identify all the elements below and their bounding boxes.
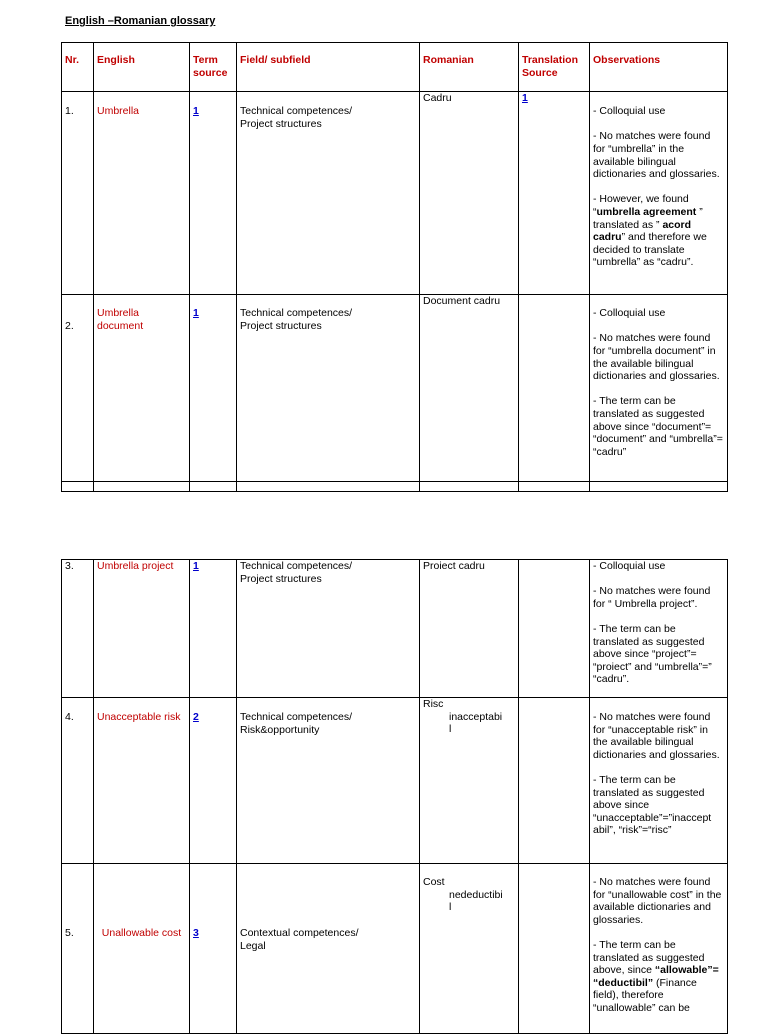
field-text: Technical competences/	[240, 307, 353, 320]
observations-cell	[590, 295, 728, 482]
table-header-row	[62, 43, 728, 92]
observation-text: - Colloquial use	[593, 105, 666, 118]
field-cell	[237, 698, 420, 864]
observation-text: - No matches were found for “ Umbrella project”.	[593, 585, 711, 610]
observation-text: - The term can be translated as suggested above since “document”= “document” and “umbrella”= “cadru”	[593, 395, 723, 458]
term-source-link[interactable]: 1	[193, 105, 199, 118]
header-romanian: Romanian	[420, 43, 519, 92]
term-source-link[interactable]: 3	[193, 927, 199, 939]
document-title: English –Romanian glossary	[65, 15, 216, 27]
glossary-table-2	[61, 559, 728, 1034]
header-translation-source: Translation Source	[519, 43, 590, 92]
observation-text: - The term can be translated as suggested above since “project”= “proiect” and “umbrella”=” “cadru”.	[593, 622, 712, 686]
english-term: Umbrella	[94, 92, 190, 295]
row-number: 2.	[62, 295, 94, 482]
observation-text: - Colloquial use	[593, 560, 666, 572]
table-row	[62, 698, 728, 864]
field-text: Technical competences/	[240, 711, 353, 723]
term-source-link[interactable]: 1	[193, 307, 199, 320]
row-number: 5.	[62, 864, 94, 1034]
english-term: Unacceptable risk	[94, 698, 190, 864]
subfield-text: Project structures	[240, 572, 322, 585]
term-source-cell	[190, 864, 237, 1034]
observation-text: - No matches were found for “unacceptable risk” in the available bilingual dictionaries and glossaries.	[593, 711, 720, 761]
term-source-link[interactable]: 1	[193, 560, 199, 572]
english-term: Unallowable cost	[94, 864, 190, 1034]
header-nr: Nr.	[62, 43, 94, 92]
field-cell	[237, 864, 420, 1034]
observations-cell	[590, 698, 728, 864]
glossary-table-1	[61, 42, 728, 492]
romanian-term: Risc	[423, 698, 444, 710]
term-source-cell	[190, 698, 237, 864]
row-number: 3.	[62, 560, 94, 698]
subfield-text: Risk&opportunity	[240, 723, 320, 736]
translation-source-cell	[519, 698, 590, 864]
row-number: 1.	[62, 92, 94, 295]
translation-source-cell	[519, 560, 590, 698]
romanian-term-cont: nedeductibi	[449, 888, 503, 901]
table-row	[62, 92, 728, 295]
header-term-source: Term source	[190, 43, 237, 92]
translation-source-link[interactable]: 1	[522, 92, 528, 105]
romanian-term-cont: inacceptabi	[449, 710, 503, 723]
romanian-term: Document cadru	[420, 295, 519, 482]
romanian-term-cell	[420, 698, 519, 864]
header-observations: Observations	[590, 43, 728, 92]
translation-source-cell	[519, 92, 590, 295]
translation-source-cell	[519, 295, 590, 482]
row-number: 4.	[62, 698, 94, 864]
subfield-text: Legal	[240, 939, 266, 952]
table-row	[62, 864, 728, 1034]
observation-text: - The term can be translated as suggested above, since “allowable”= “deductibil” (Finance field), therefore “unallowable” can be	[593, 938, 719, 1014]
term-source-cell	[190, 295, 237, 482]
romanian-term-cell	[420, 864, 519, 1034]
observation-text: - No matches were found for “unallowable cost” in the available dictionaries and glossaries.	[593, 876, 722, 926]
header-field: Field/ subfield	[237, 43, 420, 92]
field-cell	[237, 560, 420, 698]
subfield-text: Project structures	[240, 319, 322, 332]
field-cell	[237, 295, 420, 482]
romanian-term-cont: l	[449, 901, 452, 914]
observation-text: - Colloquial use	[593, 307, 666, 320]
english-term: Umbrella document	[94, 295, 190, 482]
field-cell	[237, 92, 420, 295]
observation-text: - No matches were found for “umbrella” in the available bilingual dictionaries and glossaries.	[593, 130, 720, 181]
observation-text-rich: - However, we found “umbrella agreement ” translated as ” acord cadru” and therefore we decided to translate “umbrella” as “cadru”.	[593, 193, 707, 269]
table-row	[62, 295, 728, 482]
observations-cell	[590, 92, 728, 295]
field-text: Technical competences/	[240, 560, 353, 572]
table-row	[62, 560, 728, 698]
translation-source-cell	[519, 864, 590, 1034]
romanian-term: Proiect cadru	[420, 560, 519, 698]
field-text: Technical competences/	[240, 105, 353, 118]
english-term: Umbrella project	[94, 560, 190, 698]
field-text: Contextual competences/	[240, 927, 359, 939]
observations-cell	[590, 560, 728, 698]
header-english: English	[94, 43, 190, 92]
term-source-link[interactable]: 2	[193, 711, 199, 723]
romanian-term-cont: l	[449, 723, 452, 736]
term-source-cell	[190, 560, 237, 698]
term-source-cell	[190, 92, 237, 295]
romanian-term: Cost	[423, 876, 445, 888]
empty-row	[62, 482, 728, 492]
observations-cell	[590, 864, 728, 1034]
observation-text: - No matches were found for “umbrella document” in the available bilingual dictionaries and glossaries.	[593, 332, 720, 383]
romanian-term: Cadru	[420, 92, 519, 295]
subfield-text: Project structures	[240, 117, 322, 130]
observation-text: - The term can be translated as suggested above since “unacceptable”=”inaccept abil”, “risk”=“risc”	[593, 773, 712, 837]
